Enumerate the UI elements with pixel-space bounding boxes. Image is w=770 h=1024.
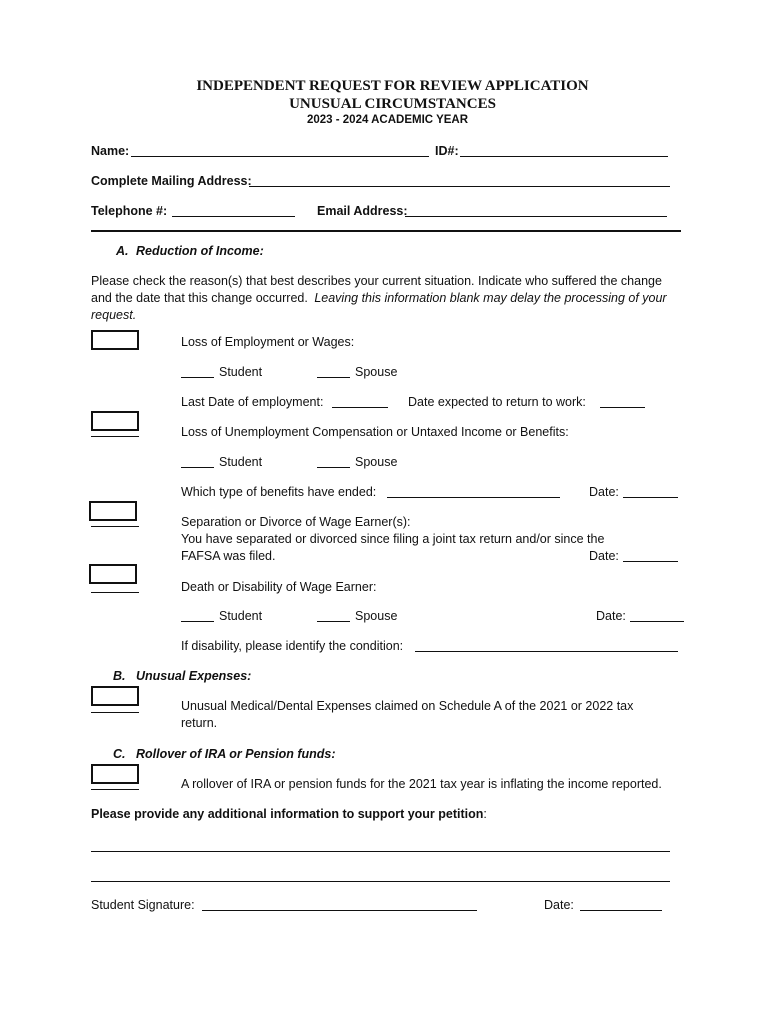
address-label: Complete Mailing Address: [91,174,252,188]
death-disability-checkbox[interactable] [89,564,137,584]
ira-rollover-checkbox[interactable] [91,764,139,784]
telephone-field[interactable] [172,205,295,217]
section-a-label: A. [116,244,129,258]
medical-expenses-line1: Unusual Medical/Dental Expenses claimed on Schedule A of the 2021 or 2022 tax [181,699,634,713]
return-date-label: Date expected to return to work: [408,395,586,409]
benefits-date-label: Date: [589,485,619,499]
benefits-type-field[interactable] [387,486,560,498]
additional-info-line-2[interactable] [91,881,670,882]
checkbox-underline [91,789,139,790]
disability-date-label: Date: [596,609,626,623]
disability-spouse-field[interactable] [317,610,350,622]
last-employment-date-label: Last Date of employment: [181,395,324,409]
section-a-intro-line3: request. [91,308,137,322]
benefits-date-field[interactable] [623,486,678,498]
checkbox-underline [91,436,139,437]
last-employment-date-field[interactable] [332,396,388,408]
medical-expenses-line2: return. [181,716,218,730]
name-label: Name: [91,144,130,158]
signature-date-label: Date: [544,898,574,912]
disability-condition-label: If disability, please identify the condition: [181,639,404,653]
unemployment-loss-label: Loss of Unemployment Compensation or Untaxed Income or Benefits: [181,425,569,439]
section-a-intro-line1: Please check the reason(s) that best describes your current situation. Indicate who suffered the change [91,274,662,288]
separation-divorce-line2: You have separated or divorced since filing a joint tax return and/or since the [181,532,605,546]
employment-loss-label: Loss of Employment or Wages: [181,335,355,349]
section-divider [91,230,681,232]
form-subtitle: UNUSUAL CIRCUMSTANCES [289,96,496,112]
employment-student-label: Student [219,365,263,379]
employment-loss-checkbox[interactable] [91,330,139,350]
employment-spouse-field[interactable] [317,366,350,378]
section-b-heading: Unusual Expenses: [136,669,252,683]
checkbox-underline [91,712,139,713]
return-date-field[interactable] [600,396,645,408]
academic-year: 2023 - 2024 ACADEMIC YEAR [306,114,469,126]
additional-info-line-1[interactable] [91,851,670,852]
signature-date-field[interactable] [580,899,662,911]
section-b-label: B. [113,669,126,683]
address-field[interactable] [249,175,670,187]
email-field[interactable] [405,205,667,217]
section-a-intro-warning: Leaving this information blank may delay the processing of your [314,291,667,305]
id-label: ID#: [435,144,459,158]
checkbox-underline [91,592,139,593]
additional-info-prompt: Please provide any additional information to support your petition: [91,807,487,821]
unemployment-loss-checkbox[interactable] [91,411,139,431]
death-disability-label: Death or Disability of Wage Earner: [181,580,377,594]
disability-condition-field[interactable] [415,640,678,652]
unemployment-spouse-label: Spouse [355,455,398,469]
unemployment-spouse-field[interactable] [317,456,350,468]
checkbox-underline [91,526,139,527]
employment-student-field[interactable] [181,366,214,378]
section-c-label: C. [113,747,126,761]
form-title: INDEPENDENT REQUEST FOR REVIEW APPLICATION [196,78,589,94]
ira-rollover-text: A rollover of IRA or pension funds for the 2021 tax year is inflating the income reported. [181,777,662,791]
disability-student-field[interactable] [181,610,214,622]
separation-divorce-label: Separation or Divorce of Wage Earner(s): [181,515,411,529]
signature-field[interactable] [202,899,477,911]
unemployment-student-label: Student [219,455,263,469]
disability-spouse-label: Spouse [355,609,398,623]
id-field[interactable] [460,145,668,157]
section-a-heading: Reduction of Income: [136,244,264,258]
email-label: Email Address: [317,204,408,218]
signature-label: Student Signature: [91,898,195,912]
disability-student-label: Student [219,609,263,623]
employment-spouse-label: Spouse [355,365,398,379]
section-c-heading: Rollover of IRA or Pension funds: [136,747,336,761]
telephone-label: Telephone #: [91,204,168,218]
name-field[interactable] [131,145,429,157]
separation-date-label: Date: [589,549,619,563]
unemployment-student-field[interactable] [181,456,214,468]
medical-expenses-checkbox[interactable] [91,686,139,706]
separation-date-field[interactable] [623,550,678,562]
separation-divorce-checkbox[interactable] [89,501,137,521]
section-a-intro-plain: and the date that this change occurred. [91,291,308,305]
checkbox-underline [91,348,139,349]
disability-date-field[interactable] [630,610,684,622]
section-a-intro-line2 [91,291,667,305]
separation-divorce-line3: FAFSA was filed. [181,549,276,563]
benefits-type-label: Which type of benefits have ended: [181,485,377,499]
